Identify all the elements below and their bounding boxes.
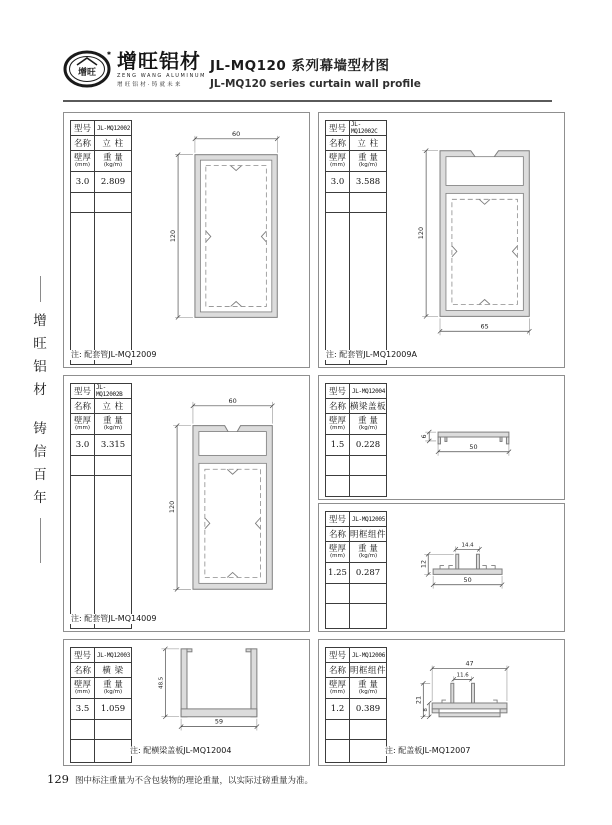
footer-note: 图中标注重量为不含包装物的理论重量，以实际过磅重量为准。 — [74, 776, 313, 786]
motto-char: 年 — [33, 490, 47, 506]
label-model: 型号 — [326, 648, 350, 663]
empty-cell — [71, 720, 95, 740]
page-footer — [47, 772, 313, 786]
label-weight: 重 量 (kg/m) — [95, 151, 131, 172]
dim-label-width: 50 — [469, 442, 478, 451]
panel-note: 注: 配套管JL-MQ14009 — [71, 614, 157, 624]
empty-cell — [95, 476, 131, 628]
empty-cell — [326, 584, 350, 604]
page-title-block — [210, 54, 421, 90]
label-model: 型号 — [71, 648, 95, 663]
panel-note: 注: 配横梁盖板JL-MQ12004 — [130, 746, 232, 756]
thickness-value: 1.5 — [326, 435, 350, 456]
label-thickness: 壁厚 (mm) — [326, 542, 350, 563]
model-value: JL-MQ12006 — [350, 648, 386, 663]
brand-motto: 增旺铝材·铸就未来 — [117, 82, 183, 88]
dim-label-height: 120 — [169, 229, 178, 243]
panel-jl-mq12002c — [318, 112, 565, 368]
empty-cell — [95, 720, 131, 740]
dim-label-width: 60 — [231, 129, 241, 138]
empty-cell — [71, 213, 95, 364]
motto-top-line — [40, 276, 41, 302]
label-name: 名称 — [71, 136, 95, 151]
model-value: JL-MQ12002C — [350, 121, 386, 136]
panel-jl-mq12005 — [318, 503, 565, 632]
label-model: 型号 — [326, 512, 350, 527]
label-thickness: 壁厚 (mm) — [326, 414, 350, 435]
motto-char: 旺 — [33, 336, 47, 352]
label-weight: 重 量 (kg/m) — [350, 414, 386, 435]
dim-label-width: 60 — [228, 396, 237, 405]
panel-jl-mq12004 — [318, 375, 565, 500]
empty-cell — [350, 456, 386, 476]
spec-table — [325, 120, 387, 365]
dim-label-height: 120 — [417, 226, 426, 240]
dim-label-inner: 11.6 — [456, 672, 469, 679]
empty-cell — [350, 720, 386, 740]
label-name: 名称 — [326, 399, 350, 414]
label-model: 型号 — [71, 384, 95, 399]
dim-label-height: 48.5 — [158, 676, 165, 689]
dim-label-width: 65 — [480, 322, 489, 331]
name-value: 明框组件 — [350, 527, 386, 542]
empty-cell — [326, 604, 350, 628]
label-model: 型号 — [326, 121, 350, 136]
model-value: JL-MQ12002 — [95, 121, 131, 136]
empty-cell — [350, 476, 386, 496]
spec-table — [70, 647, 132, 763]
motto-char: 铸 — [33, 421, 47, 437]
brand-name: 增旺铝材 — [117, 49, 201, 73]
empty-cell — [350, 213, 386, 364]
empty-cell — [95, 213, 131, 364]
empty-cell — [326, 456, 350, 476]
panel-jl-mq12002b — [63, 375, 310, 632]
label-name: 名称 — [326, 663, 350, 678]
empty-cell — [350, 584, 386, 604]
model-value: JL-MQ12003 — [95, 648, 131, 663]
empty-cell — [95, 740, 131, 762]
label-thickness: 壁厚 (mm) — [326, 678, 350, 699]
empty-cell — [350, 604, 386, 628]
label-name: 名称 — [71, 663, 95, 678]
brand-block — [117, 50, 217, 88]
model-value: JL-MQ12005 — [350, 512, 386, 527]
weight-value: 0.287 — [350, 563, 386, 584]
panel-jl-mq12006 — [318, 639, 565, 766]
spec-table — [70, 383, 132, 629]
header-divider — [63, 100, 552, 102]
thickness-value: 1.2 — [326, 699, 350, 720]
label-thickness: 壁厚 (mm) — [326, 151, 350, 172]
dim-label-width: 50 — [463, 575, 472, 584]
sidebar-motto — [26, 276, 54, 563]
empty-cell — [326, 476, 350, 496]
motto-char: 铝 — [33, 359, 47, 375]
thickness-value: 3.5 — [71, 699, 95, 720]
weight-value: 2.809 — [95, 172, 131, 193]
spec-table — [325, 511, 387, 629]
dim-label-height: 12 — [419, 559, 428, 569]
empty-cell — [326, 720, 350, 740]
weight-value: 3.588 — [350, 172, 386, 193]
thickness-value: 3.0 — [326, 172, 350, 193]
page-number: 129 — [47, 772, 69, 786]
label-weight: 重 量 (kg/m) — [95, 678, 131, 699]
weight-value: 1.059 — [95, 699, 131, 720]
brand-name-en: ZENG WANG ALUMINUM — [117, 73, 207, 79]
thickness-value: 3.0 — [71, 435, 95, 456]
empty-cell — [350, 193, 386, 213]
name-value: 立 柱 — [350, 136, 386, 151]
trademark-icon: ✱ — [106, 51, 112, 57]
empty-cell — [326, 740, 350, 762]
label-thickness: 壁厚 (mm) — [71, 678, 95, 699]
label-model: 型号 — [326, 384, 350, 399]
model-value: JL-MQ12004 — [350, 384, 386, 399]
empty-cell — [71, 193, 95, 213]
dim-label-height: 120 — [168, 500, 177, 514]
dim-label-height: 21 — [414, 695, 423, 705]
label-thickness: 壁厚 (mm) — [71, 414, 95, 435]
motto-char: 百 — [33, 467, 47, 483]
panel-jl-mq12002 — [63, 112, 310, 368]
motto-char: 信 — [33, 444, 47, 460]
motto-char: 增 — [33, 313, 47, 329]
panel-note: 注: 配套管JL-MQ12009A — [326, 350, 417, 360]
spec-table — [325, 647, 387, 763]
thickness-value: 3.0 — [71, 172, 95, 193]
name-value: 明框组件 — [350, 663, 386, 678]
label-weight: 重 量 (kg/m) — [350, 678, 386, 699]
motto-char: 材 — [33, 382, 47, 398]
panel-jl-mq12003 — [63, 639, 310, 766]
empty-cell — [326, 193, 350, 213]
spec-table — [70, 120, 132, 365]
empty-cell — [71, 476, 95, 628]
motto-bottom-line — [40, 518, 41, 563]
name-value: 立 柱 — [95, 136, 131, 151]
label-weight: 重 量 (kg/m) — [350, 542, 386, 563]
empty-cell — [326, 213, 350, 364]
panel-note: 注: 配套管JL-MQ12009 — [71, 350, 157, 360]
label-weight: 重 量 (kg/m) — [350, 151, 386, 172]
name-value: 横梁盖板 — [350, 399, 386, 414]
weight-value: 0.389 — [350, 699, 386, 720]
label-name: 名称 — [71, 399, 95, 414]
page-title: JL-MQ120 系列幕墙型材图 — [210, 58, 390, 74]
page-subtitle: JL-MQ120 series curtain wall profile — [210, 78, 421, 90]
empty-cell — [350, 740, 386, 762]
label-thickness: 壁厚 (mm) — [71, 151, 95, 172]
dim-label-top: 14.4 — [461, 542, 474, 549]
label-name: 名称 — [326, 527, 350, 542]
label-name: 名称 — [326, 136, 350, 151]
panel-note: 注: 配盖板JL-MQ12007 — [385, 746, 471, 756]
label-weight: 重 量 (kg/m) — [95, 414, 131, 435]
dim-label-width: 47 — [465, 659, 474, 668]
name-value: 立 柱 — [95, 399, 131, 414]
logo-mark-text: 增旺 — [77, 68, 97, 78]
spec-table — [325, 383, 387, 497]
empty-cell — [71, 456, 95, 476]
thickness-value: 1.25 — [326, 563, 350, 584]
dim-label-step: 8 — [423, 708, 430, 712]
name-value: 横 梁 — [95, 663, 131, 678]
empty-cell — [71, 740, 95, 762]
model-value: JL-MQ12002B — [95, 384, 131, 399]
weight-value: 3.315 — [95, 435, 131, 456]
weight-value: 0.228 — [350, 435, 386, 456]
empty-cell — [95, 456, 131, 476]
empty-cell — [95, 193, 131, 213]
brand-logo-icon — [63, 48, 113, 90]
dim-label-width: 59 — [214, 717, 224, 726]
label-model: 型号 — [71, 121, 95, 136]
dim-label-height: 6 — [420, 434, 429, 439]
